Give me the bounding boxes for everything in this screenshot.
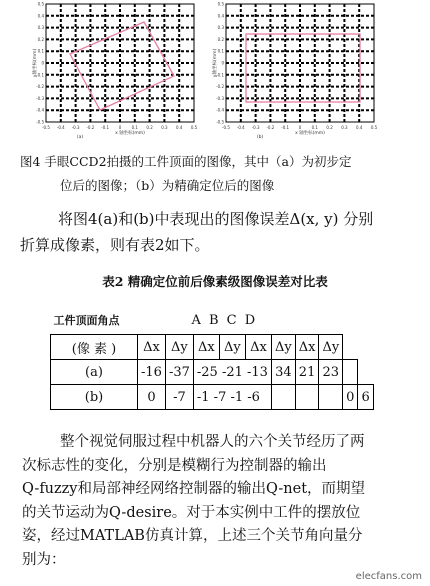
x-axis-label: x 轴坐标(mm) (295, 131, 325, 136)
y-tick-label: -0.4 (36, 107, 44, 113)
y-axis-label: y轴坐标(mm) (213, 48, 218, 78)
paragraph-2-line: 别为： (22, 551, 66, 568)
table-cell: 21 (295, 360, 319, 385)
figure-right-plot (212, 0, 390, 140)
x-tick-label: 0 (118, 125, 122, 130)
paragraph-2-line: 姿，经过MATLAB仿真计算，上述三个关节角向量分 (22, 528, 363, 545)
y-tick-label: -0.2 (36, 84, 44, 90)
table-cell (343, 360, 358, 385)
delta-header: Δy (165, 335, 193, 360)
y-tick-label: -0.3 (36, 95, 44, 101)
x-tick-label: -0.3 (251, 125, 260, 130)
x-tick-label: 0.1 (311, 125, 318, 130)
y-tick-label: 0 (41, 60, 44, 66)
caption-line-1: 图4 手眼CCD2拍摄的工件顶面的图像，其中（a）为初步定 (20, 154, 352, 169)
table-cell: 0 (343, 385, 358, 410)
y-tick-label: 0.1 (37, 48, 44, 54)
table-cell: 23 (319, 360, 343, 385)
corners-label: A B C D (191, 312, 258, 328)
x-tick-label: -0.4 (56, 125, 65, 130)
x-tick-label: 0.5 (370, 125, 378, 130)
figure-left-plot (32, 0, 207, 140)
table-cell: -25 -21 -13 (193, 360, 271, 385)
row-label: (a) (51, 360, 138, 385)
paragraph-1 (20, 206, 420, 258)
row-label: (b) (51, 385, 138, 410)
y-tick-label: -0.4 (216, 107, 224, 113)
delta-header: Δy (219, 335, 245, 360)
delta-header: Δx (193, 335, 219, 360)
paragraph-2-line: Q-fuzzy和局部神经网络控制器的输出Q-net，而期望 (22, 481, 366, 498)
delta-header: Δx (138, 335, 166, 360)
panel-label: (a) (76, 135, 84, 140)
table-cell: 34 (271, 360, 295, 385)
x-tick-label: -0.1 (101, 125, 110, 130)
table-row (51, 360, 374, 385)
table-cell (271, 385, 295, 410)
unit-label: (像 素 ) (51, 335, 138, 360)
x-axis-label: x 轴坐标(mm) (115, 131, 145, 136)
y-tick-label: 0.4 (217, 13, 224, 19)
y-tick-label: 0.2 (217, 36, 224, 42)
corner-label: 工件顶面角点 (53, 314, 120, 327)
x-tick-label: -0.2 (266, 125, 275, 130)
x-tick-label: -0.2 (86, 125, 95, 130)
error-table (50, 306, 374, 410)
y-axis-label: y轴坐标(mm) (33, 48, 38, 78)
delta-header: Δx (295, 335, 319, 360)
table-cell: -16 (138, 360, 166, 385)
y-tick-label: -0.3 (216, 95, 224, 101)
y-tick-label: -0.5 (36, 119, 44, 125)
panel-label: (b) (256, 135, 264, 140)
figure-left (32, 0, 207, 140)
y-tick-label: 0.2 (37, 36, 44, 42)
figure-caption (20, 150, 420, 198)
y-tick-label: 0.5 (37, 1, 44, 7)
paragraph-1-line-2: 折算成像素，则有表2如下。 (20, 236, 210, 254)
y-tick-label: -0.1 (36, 72, 44, 78)
x-tick-label: 0.3 (341, 125, 348, 130)
paragraph-2-line: 次标志性的变化，分别是模糊行为控制器的输出 (22, 457, 327, 474)
delta-header: Δy (319, 335, 343, 360)
table-cell: -1 -7 -1 -6 (193, 385, 271, 410)
table-cell (295, 385, 319, 410)
y-tick-label: 0.3 (37, 25, 44, 31)
x-tick-label: -0.5 (222, 125, 230, 130)
watermark: elecfans.com (355, 571, 422, 582)
y-tick-label: 0.1 (217, 48, 224, 54)
x-tick-label: 0.4 (356, 125, 363, 130)
delta-header: Δy (271, 335, 295, 360)
y-tick-label: -0.1 (216, 72, 224, 78)
x-tick-label: -0.4 (236, 125, 245, 130)
y-tick-label: 0.4 (37, 13, 44, 19)
paragraph-2 (22, 431, 424, 573)
y-tick-label: 0 (221, 60, 224, 66)
paragraph-1-line-1: 将图4(a)和(b)中表现出的图像误差Δ(x, y) 分别 (58, 210, 374, 228)
table-cell: -37 (165, 360, 193, 385)
x-tick-label: 0.3 (161, 125, 168, 130)
paragraph-2-line: 的关节运动为Q-desire。对于本实例中工件的摆放位 (22, 504, 361, 521)
paragraph-2-line: 整个视觉伺服过程中机器人的六个关节经历了两 (60, 434, 365, 450)
table-title: 表2 精确定位前后像素级图像误差对比表 (102, 274, 328, 289)
x-tick-label: 0.2 (326, 125, 333, 130)
figure-right (212, 0, 390, 140)
delta-header: Δx (245, 335, 271, 360)
caption-line-2: 位后的图像；（b）为精确定位后的图像 (60, 178, 275, 193)
y-tick-label: 0.3 (217, 25, 224, 31)
table-cell: 0 (138, 385, 166, 410)
table-cell: -7 (165, 385, 193, 410)
y-tick-label: 0.5 (217, 1, 224, 7)
x-tick-label: -0.5 (42, 125, 50, 130)
table-row (51, 385, 374, 410)
x-tick-label: 0.4 (176, 125, 183, 130)
table-cell (319, 385, 343, 410)
x-tick-label: -0.3 (71, 125, 80, 130)
x-tick-label: 0.5 (190, 125, 198, 130)
x-tick-label: 0.2 (146, 125, 153, 130)
y-tick-label: -0.5 (216, 119, 224, 125)
x-tick-label: 0 (298, 125, 302, 130)
x-tick-label: -0.1 (281, 125, 290, 130)
table-cell: 6 (358, 385, 373, 410)
x-tick-label: 0.1 (131, 125, 138, 130)
y-tick-label: -0.2 (216, 84, 224, 90)
